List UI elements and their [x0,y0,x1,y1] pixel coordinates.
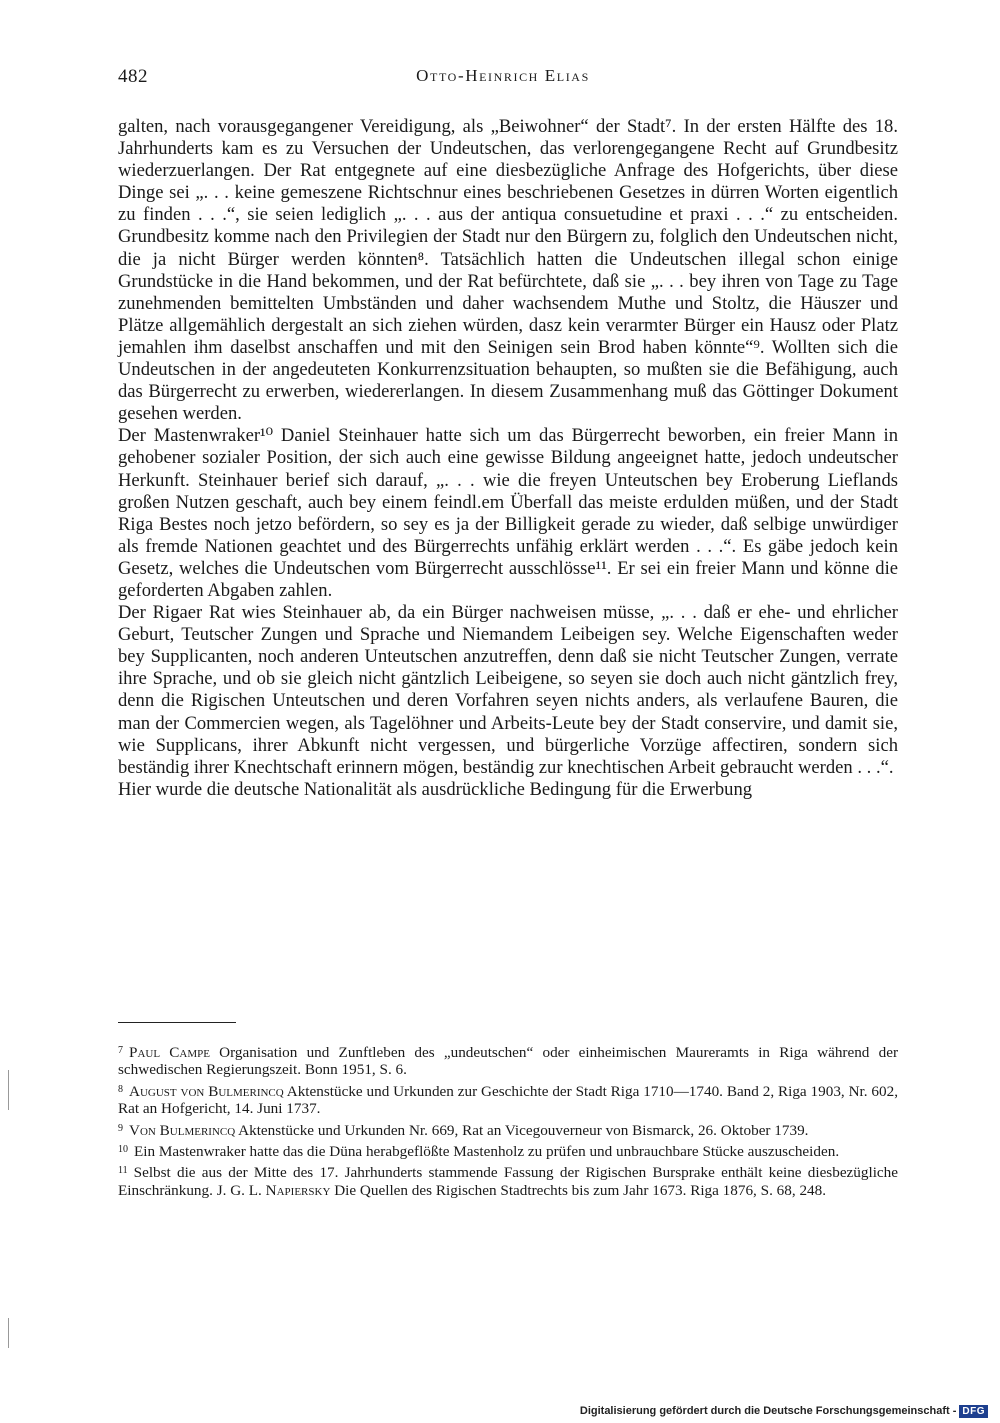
digitization-notice-text: Digitalisierung gefördert durch die Deutsche Forschungsgemeinschaft - [579,1405,957,1417]
footnote-separator [118,1022,236,1023]
footnote-author: Napiersky [265,1181,331,1199]
footnote-author: Paul Campe [129,1044,210,1061]
footnote-9 [118,1120,898,1139]
footnote-number: 9 [118,1122,123,1134]
footnote-author: August von Bulmerincq [129,1082,284,1100]
dfg-logo: DFG [959,1405,988,1418]
paragraph: Der Rigaer Rat wies Steinhauer ab, da ein Bürger nachweisen müsse, „. . . daß er ehe- und ehrlicher Geburt, Teutscher Zungen und Sprache und Niemandem Leibeigen sey. Welche Eigenschaften weder bey Supplicanten, noch anderen Unteutschen anzutreffen, denn daß sie nicht Teutscher Zungen, verrate ihre Sprache, und ob sie gleich nicht gäntzlich Leibeigene, so seyen sie doch auch nicht gäntzlich frey, denn die Rigischen Unteutschen und deren Vorfahren seyen nichts anders, als verlaufene Bauren, die man der Commercien wegen, als Tagelöhner und Arbeits-Leute bey der Stadt conservire, und damit sie, wie Supplicans, ihrer Abkunft nicht vergessen, und bürgerliche Vorzüge affectiren, sondern sich beständig ihrer Knechtschaft erinnern mögen, beständig zur knechtischen Arbeit gebraucht werden . . .“. [118,602,898,778]
footnote-10 [118,1141,898,1160]
footnote-text: Organisation und Zunftleben des „undeutschen“ oder einheimischen Maureramts in Riga während der schwedischen Regierungszeit. Bonn 1951, S. 6. [118,1044,899,1079]
footnote-number: 8 [118,1083,123,1095]
body-text [118,116,898,801]
footnote-text: Aktenstücke und Urkunden zur Geschichte der Stadt Riga 1710—1740. Band 2, Riga 1903, Nr. 602, Rat an Hofgericht, 14. Juni 1737. [118,1082,898,1118]
footnote-text: Selbst die aus der Mitte des 17. Jahrhunderts stammende Fassung der Rigischen Bursprake enthält keine diesbezügliche Einschränkung. J. G. L. [118,1164,898,1199]
footnote-8 [118,1081,898,1118]
footnote-7 [118,1042,898,1079]
page-number: 482 [118,66,148,87]
scan-edge-mark [8,1318,9,1348]
footnote-11 [118,1162,898,1199]
paragraph: galten, nach vorausgegangener Vereidigung, als „Beiwohner“ der Stadt⁷. In der ersten Hälfte des 18. Jahrhunderts kam es zu Versuchen der Undeutschen, das verlorengegangene Recht auf Grundbesitz wiederzuerlangen. Der Rat entgegnete auf eine diesbezügliche Anfrage des Hofgerichts, über diese Dinge sei „. . . keine gemeszene Richtschnur eines beschriebenen Gesetzes in dürren Worten eigentlich zu finden . . .“, sie seien lediglich „. . . aus der antiqua consuetudine et praxi . . .“ zu entscheiden. Grundbesitz komme nach den Privilegien der Stadt nur den Bürgern zu, folglich den Undeutschen nicht, die ja nicht Bürger werden könnten⁸. Tatsächlich hatten die Undeutschen illegal schon einige Grundstücke in die Hand bekommen, und der Rat befürchtete, daß sie „. . . bey ihren von Tage zu Tage zunehmenden bemittelten Umbständen und daher wachsendem Muthe und Stoltz, die Häuszer und Plätze allgemählich dergestalt an sich ziehen würden, dasz kein verarmter Bürger ein Hausz oder Platz jemahlen ihm daselbst anschaffen und mit den Seinigen sein Brod haben könnte“⁹. Wollten sich die Undeutschen in der angedeuteten Konkurrenzsituation behaupten, so mußten sie die Befähigung, auch das Bürgerrecht zu erwerben, wiedererlangen. In diesem Zusammenhang muß das Göttinger Dokument gesehen werden. [118,116,898,425]
digitization-notice [580,1403,988,1419]
footnote-author: Von Bulmerincq [129,1121,236,1139]
footnote-text: Die Quellen des Rigischen Stadtrechts bis zum Jahr 1673. Riga 1876, S. 68, 248. [330,1181,827,1199]
footnote-number: 11 [118,1165,128,1177]
paragraph: Hier wurde die deutsche Nationalität als ausdrückliche Bedingung für die Erwerbung [118,778,753,800]
footnote-text: Ein Mastenwraker hatte das die Düna herabgeflößte Mastenholz zu prüfen und unbrauchbare Stücke auszuscheiden. [134,1143,840,1161]
footnote-number: 7 [118,1045,123,1056]
paragraph: Der Mastenwraker¹⁰ Daniel Steinhauer hatte sich um das Bürgerrecht beworben, ein freier Mann in gehobener sozialer Position, der sich auch eine gewisse Bildung angeeignet hatte, jedoch undeutscher Herkunft. Steinhauer berief sich darauf, „. . . wie die freyen Unteutschen bey Eroberung Lieflands großen Nutzen geschaft, auch bey einem feindl.em Überfall das meiste erdulden müßen, und der Stadt Riga Bestes noch jetzo befördern, so sey es ja der Billigkeit gerade zu wieder, daß selbige unwürdiger als fremde Nationen geachtet und des Bürgerrechts unfähig erklärt werden . . .“. Es gäbe jedoch kein Gesetz, welches die Undeutschen vom Bürgerrecht ausschlösse¹¹. Er sei ein freier Mann und könne die geforderten Abgaben zahlen. [118,425,898,601]
footnote-text: Aktenstücke und Urkunden Nr. 669, Rat an Vicegouverneur von Bismarck, 26. Oktober 1739. [235,1121,809,1139]
running-head: Otto-Heinrich Elias [416,66,590,85]
footnotes [118,1042,898,1201]
footnote-number: 10 [118,1144,128,1156]
page-header [118,66,888,96]
scan-edge-mark [8,1070,9,1110]
